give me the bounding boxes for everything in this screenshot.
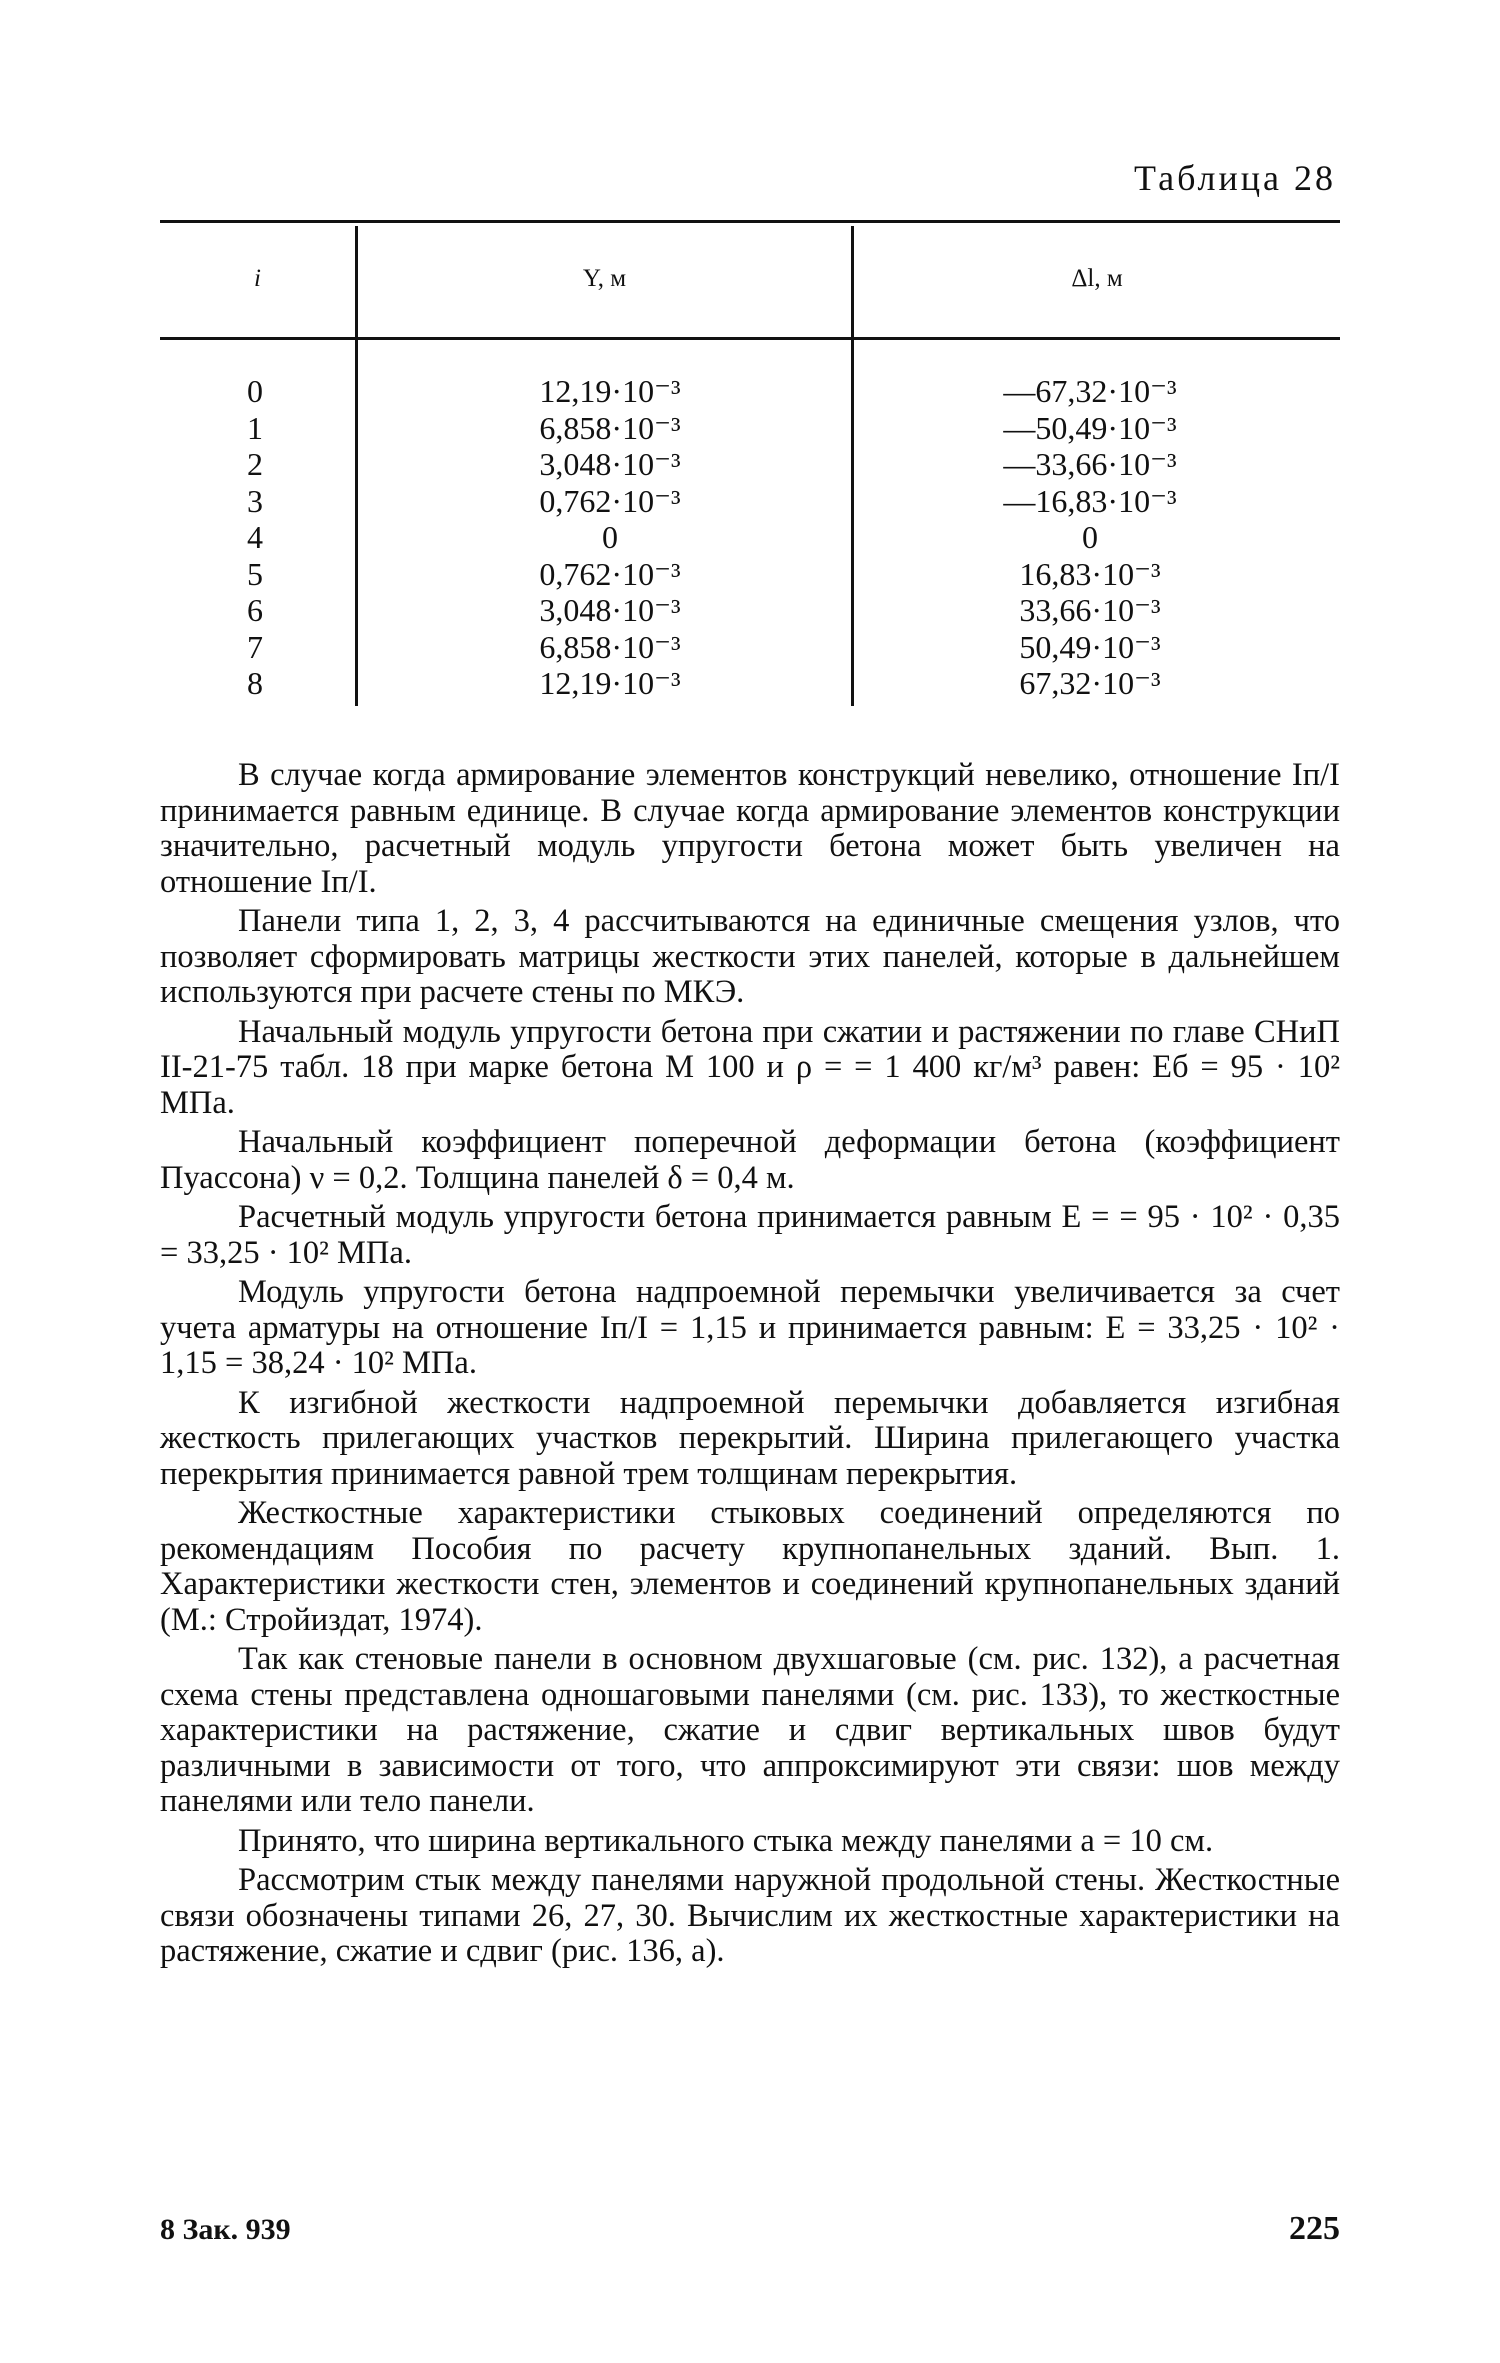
paragraph: Так как стеновые панели в основном двухшаговые (см. рис. 132), а расчетная схема стены представлена одношаговыми панелями (см. рис. 133), то жесткостные характеристики на растяжение, сжатие и сдвиг вертикальных швов будут различными в зависимости от того, что аппроксимируют эти связи: шов между панелями или тело панели. — [160, 1641, 1340, 1819]
paragraph: Начальный модуль упругости бетона при сжатии и растяжении по главе СНиП II-21-75 табл. 18 при марке бетона М 100 и ρ = = 1 400 кг/м³ равен: Eб = 95 · 10² МПа. — [160, 1013, 1340, 1121]
table-column-y — [460, 373, 760, 702]
table-cell: 6,858·10⁻³ — [539, 628, 681, 665]
paragraph: Рассмотрим стык между панелями наружной продольной стены. Жесткостные связи обозначены типами 26, 27, 30. Вычислим их жесткостные характеристики на растяжение, сжатие и сдвиг (рис. 136, a). — [160, 1862, 1340, 1969]
table-cell: 0 — [602, 519, 618, 555]
table-cell: 50,49·10⁻³ — [1019, 628, 1161, 665]
signature-mark: 8 Зак. 939 — [160, 2213, 291, 2246]
table-cell: 12,19·10⁻³ — [539, 373, 681, 409]
table-cell: 3,048·10⁻³ — [539, 592, 681, 628]
table-caption: Таблица 28 — [1134, 158, 1336, 198]
paragraph: В случае когда армирование элементов конструкций невелико, отношение Iп/I принимается равным единице. В случае когда армирование элементов конструкции значительно, расчетный модуль упругости бетона может быть увеличен на отношение Iп/I. — [160, 757, 1340, 900]
table-header-i: i — [254, 265, 261, 292]
page-number: 225 — [1289, 2210, 1340, 2247]
table-header-y: Y, м — [582, 265, 627, 292]
table-cell: 6 — [247, 592, 263, 628]
table-column-dl — [930, 373, 1250, 702]
table-cell: 4 — [247, 519, 263, 555]
paragraph: Начальный коэффициент поперечной деформации бетона (коэффициент Пуассона) ν = 0,2. Толщина панелей δ = 0,4 м. — [160, 1124, 1340, 1196]
table-column-divider — [851, 226, 854, 706]
paragraph: Модуль упругости бетона надпроемной перемычки увеличивается за счет учета арматуры на отношение Iп/I = 1,15 и принимается равным: E = 33,25 · 10² · 1,15 = 38,24 · 10² МПа. — [160, 1274, 1340, 1381]
table-cell: 0 — [1082, 519, 1098, 555]
paragraph: Принято, что ширина вертикального стыка между панелями a = 10 см. — [238, 1822, 1214, 1859]
table-cell: 1 — [247, 409, 263, 446]
paragraph: Жесткостные характеристики стыковых соединений определяются по рекомендациям Пособия по расчету крупнопанельных зданий. Вып. 1. Характеристики жесткости стен, элементов и соединений крупнопанельных зданий (М.: Стройиздат, 1974). — [160, 1495, 1340, 1638]
table-cell: 67,32·10⁻³ — [1019, 665, 1161, 701]
table-cell: 33,66·10⁻³ — [1019, 592, 1161, 628]
table-cell: —33,66·10⁻³ — [1003, 446, 1177, 482]
table-cell: 0,762·10⁻³ — [539, 555, 681, 592]
paragraph: Расчетный модуль упругости бетона принимается равным E = = 95 · 10² · 0,35 = 33,25 · 10² МПа. — [160, 1199, 1340, 1271]
table-cell: 0,762·10⁻³ — [539, 482, 681, 519]
table-cell: —67,32·10⁻³ — [1003, 373, 1177, 409]
table-column-i — [200, 373, 310, 702]
table-cell: 3 — [247, 482, 263, 519]
table-cell: 3,048·10⁻³ — [539, 446, 681, 482]
table-column-divider — [355, 226, 358, 706]
table-cell: 6,858·10⁻³ — [539, 409, 681, 446]
table-cell: 5 — [247, 555, 263, 592]
paragraph: К изгибной жесткости надпроемной перемычки добавляется изгибная жесткость прилегающих участков перекрытий. Ширина прилегающего участка перекрытия принимается равной трем толщинам перекрытия. — [160, 1384, 1340, 1492]
paragraph: Панели типа 1, 2, 3, 4 рассчитываются на единичные смещения узлов, что позволяет сформировать матрицы жесткости этих панелей, которые в дальнейшем используются при расчете стены по МКЭ. — [160, 903, 1340, 1010]
table-cell: 0 — [247, 373, 263, 409]
table-cell: —50,49·10⁻³ — [1003, 409, 1177, 446]
table-cell: 7 — [247, 628, 263, 665]
table-cell: 8 — [247, 665, 263, 701]
table-cell: 12,19·10⁻³ — [539, 665, 681, 701]
body-text — [160, 758, 1340, 1974]
table-top-rule — [160, 220, 1340, 223]
table-cell: 2 — [247, 446, 263, 482]
table-cell: —16,83·10⁻³ — [1003, 482, 1177, 519]
table-header-rule — [160, 337, 1340, 340]
table-header-dl: Δl, м — [1071, 265, 1123, 292]
table-cell: 16,83·10⁻³ — [1019, 555, 1161, 592]
